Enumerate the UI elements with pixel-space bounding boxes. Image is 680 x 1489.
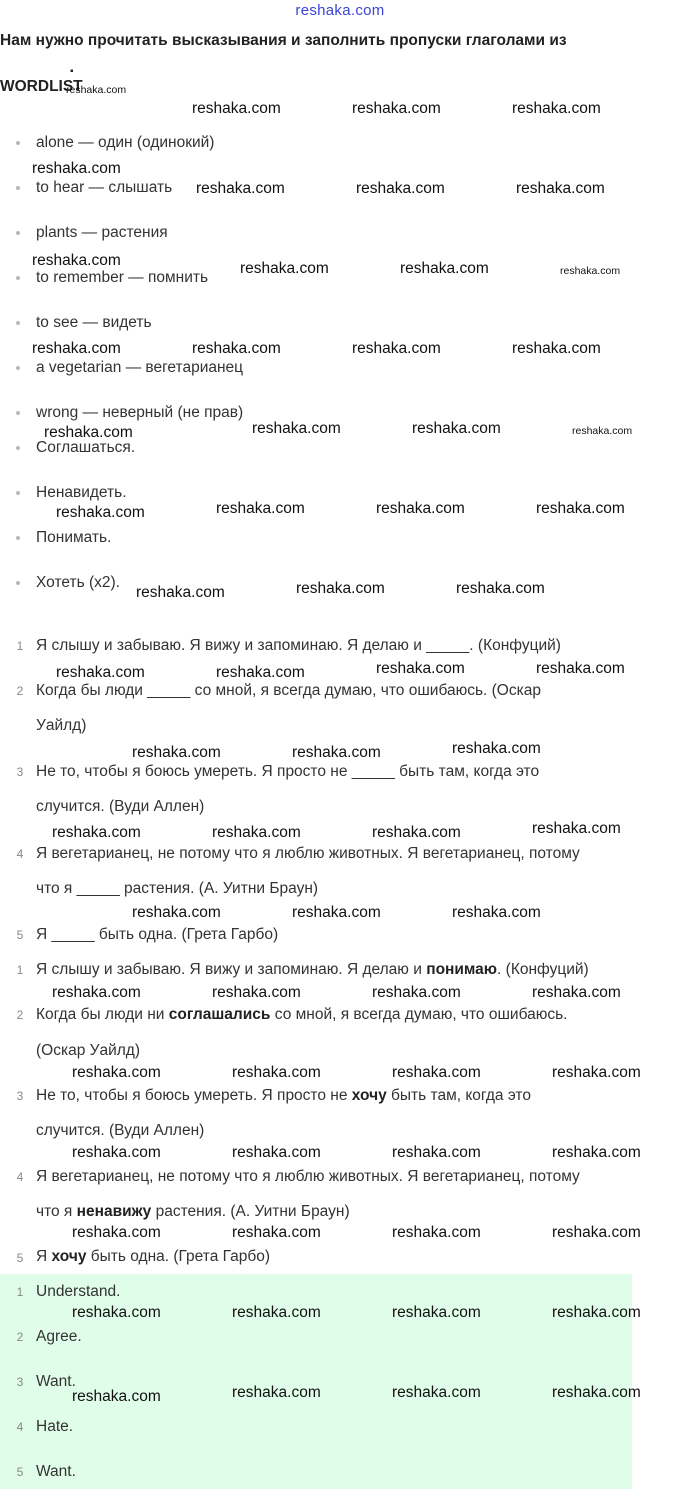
watermark: reshaka.com <box>72 1064 161 1081</box>
item-number: 2 <box>16 684 24 698</box>
watermark: reshaka.com <box>552 1064 641 1081</box>
solution-line: Когда бы люди ни соглашались со мной, я всегда думаю, что ошибаюсь. <box>36 1006 568 1023</box>
wordlist-item: plants — растения <box>36 224 168 241</box>
bullet-icon <box>16 366 20 370</box>
bullet-icon <box>16 276 20 280</box>
item-number: 5 <box>16 928 24 942</box>
watermark: reshaka.com <box>72 1388 161 1405</box>
watermark: reshaka.com <box>216 664 305 681</box>
answer-line: Understand. <box>36 1283 121 1300</box>
watermark: reshaka.com <box>392 1224 481 1241</box>
watermark: reshaka.com <box>376 500 465 517</box>
watermark: reshaka.com <box>72 1144 161 1161</box>
solution-line: что я ненавижу растения. (А. Уитни Браун) <box>36 1203 350 1220</box>
bullet-icon <box>16 231 20 235</box>
wordlist-item: Соглашаться. <box>36 439 136 456</box>
watermark: reshaka.com <box>212 984 301 1001</box>
watermark: reshaka.com <box>72 1304 161 1321</box>
watermark: reshaka.com <box>72 1224 161 1241</box>
item-number: 4 <box>16 1420 24 1434</box>
watermark: reshaka.com <box>292 904 381 921</box>
bullet-icon <box>16 141 20 145</box>
watermark: reshaka.com <box>392 1384 481 1401</box>
solution-line: Я слышу и забываю. Я вижу и запоминаю. Я делаю и понимаю. (Конфуций) <box>36 961 589 978</box>
task-heading: Нам нужно прочитать высказывания и заполнить пропуски глаголами из <box>0 32 567 49</box>
watermark: reshaka.com <box>296 580 385 597</box>
watermark: reshaka.com <box>352 340 441 357</box>
answer-line: Hate. <box>36 1418 74 1435</box>
solution-line: (Оскар Уайлд) <box>36 1042 141 1059</box>
watermark: reshaka.com <box>372 824 461 841</box>
bullet-icon <box>16 411 20 415</box>
watermark: reshaka.com <box>536 660 625 677</box>
bullet-icon <box>16 581 20 585</box>
watermark: reshaka.com <box>512 340 601 357</box>
exercise-line: Не то, чтобы я боюсь умереть. Я просто не _____ быть там, когда это <box>36 763 540 780</box>
item-number: 5 <box>16 1465 24 1479</box>
watermark: reshaka.com <box>252 420 341 437</box>
answer-word: хочу <box>351 1087 387 1104</box>
watermark: reshaka.com <box>552 1144 641 1161</box>
watermark: reshaka.com <box>392 1064 481 1081</box>
task-heading-wordlist: WORDLIST <box>0 78 83 95</box>
solution-line: Не то, чтобы я боюсь умереть. Я просто не хочу быть там, когда это <box>36 1087 531 1104</box>
watermark: reshaka.com <box>516 180 605 197</box>
wordlist-item: Понимать. <box>36 529 112 546</box>
watermark: reshaka.com <box>232 1304 321 1321</box>
answer-word: понимаю <box>426 961 498 978</box>
watermark: reshaka.com <box>232 1384 321 1401</box>
watermark: reshaka.com <box>532 820 621 837</box>
exercise-line: случится. (Вуди Аллен) <box>36 798 205 815</box>
bullet-icon <box>16 446 20 450</box>
watermark: reshaka.com <box>132 904 221 921</box>
watermark: reshaka.com <box>292 744 381 761</box>
watermark: reshaka.com <box>452 740 541 757</box>
answer-word: ненавижу <box>76 1203 152 1220</box>
watermark: reshaka.com <box>560 265 621 277</box>
answer-line: Want. <box>36 1463 76 1480</box>
solution-line: Я вегетарианец, не потому что я люблю животных. Я вегетарианец, потому <box>36 1168 580 1185</box>
watermark: reshaka.com <box>572 425 633 437</box>
watermark: reshaka.com <box>32 252 121 269</box>
watermark: reshaka.com <box>52 824 141 841</box>
watermark: reshaka.com <box>196 180 285 197</box>
item-number: 5 <box>16 1251 24 1265</box>
watermark: reshaka.com <box>32 340 121 357</box>
exercise-line: Я слышу и забываю. Я вижу и запоминаю. Я делаю и _____. (Конфуций) <box>36 637 561 654</box>
exercise-line: Я _____ быть одна. (Грета Гарбо) <box>36 926 279 943</box>
watermark: reshaka.com <box>232 1224 321 1241</box>
watermark: reshaka.com <box>392 1144 481 1161</box>
wordlist-item: Ненавидеть. <box>36 484 127 501</box>
wordlist-item: a vegetarian — вегетарианец <box>36 359 244 376</box>
exercise-line: Я вегетарианец, не потому что я люблю животных. Я вегетарианец, потому <box>36 845 580 862</box>
answer-word: хочу <box>51 1248 87 1265</box>
exercise-line: что я _____ растения. (А. Уитни Браун) <box>36 880 319 897</box>
watermark: reshaka.com <box>32 160 121 177</box>
watermark: reshaka.com <box>512 100 601 117</box>
heading-dot: ▪ <box>70 66 74 77</box>
wordlist-item: to remember — помнить <box>36 269 209 286</box>
bullet-icon <box>16 186 20 190</box>
watermark: reshaka.com <box>232 1064 321 1081</box>
exercise-line: Когда бы люди _____ со мной, я всегда думаю, что ошибаюсь. (Оскар <box>36 682 541 699</box>
wordlist-item: alone — один (одинокий) <box>36 134 215 151</box>
watermark: reshaka.com <box>232 1144 321 1161</box>
watermark: reshaka.com <box>376 660 465 677</box>
watermark: reshaka.com <box>66 84 127 96</box>
item-number: 3 <box>16 1089 24 1103</box>
wordlist-item: Хотеть (x2). <box>36 574 120 591</box>
answer-line: Agree. <box>36 1328 82 1345</box>
watermark: reshaka.com <box>552 1384 641 1401</box>
item-number: 1 <box>16 639 24 653</box>
watermark: reshaka.com <box>192 340 281 357</box>
watermark: reshaka.com <box>532 984 621 1001</box>
watermark: reshaka.com <box>552 1224 641 1241</box>
watermark: reshaka.com <box>56 504 145 521</box>
item-number: 4 <box>16 847 24 861</box>
watermark: reshaka.com <box>192 100 281 117</box>
answer-line: Want. <box>36 1373 76 1390</box>
watermark: reshaka.com <box>452 904 541 921</box>
watermark: reshaka.com <box>456 580 545 597</box>
watermark: reshaka.com <box>212 824 301 841</box>
top-watermark: reshaka.com <box>295 2 385 19</box>
solution-line: Я хочу быть одна. (Грета Гарбо) <box>36 1248 271 1265</box>
watermark: reshaka.com <box>392 1304 481 1321</box>
wordlist-item: wrong — неверный (не прав) <box>36 404 244 421</box>
item-number: 2 <box>16 1008 24 1022</box>
watermark: reshaka.com <box>412 420 501 437</box>
watermark: reshaka.com <box>136 584 225 601</box>
watermark: reshaka.com <box>372 984 461 1001</box>
solution-line: случится. (Вуди Аллен) <box>36 1122 205 1139</box>
wordlist-item: to hear — слышать <box>36 179 173 196</box>
answer-word: соглашались <box>168 1006 271 1023</box>
item-number: 3 <box>16 765 24 779</box>
watermark: reshaka.com <box>132 744 221 761</box>
bullet-icon <box>16 536 20 540</box>
item-number: 1 <box>16 963 24 977</box>
watermark: reshaka.com <box>400 260 489 277</box>
exercise-line: Уайлд) <box>36 717 87 734</box>
watermark: reshaka.com <box>56 664 145 681</box>
watermark: reshaka.com <box>552 1304 641 1321</box>
bullet-icon <box>16 321 20 325</box>
watermark: reshaka.com <box>52 984 141 1001</box>
item-number: 3 <box>16 1375 24 1389</box>
watermark: reshaka.com <box>44 424 133 441</box>
item-number: 2 <box>16 1330 24 1344</box>
watermark: reshaka.com <box>240 260 329 277</box>
item-number: 4 <box>16 1170 24 1184</box>
watermark: reshaka.com <box>536 500 625 517</box>
item-number: 1 <box>16 1285 24 1299</box>
bullet-icon <box>16 491 20 495</box>
watermark: reshaka.com <box>356 180 445 197</box>
watermark: reshaka.com <box>216 500 305 517</box>
watermark: reshaka.com <box>352 100 441 117</box>
wordlist-item: to see — видеть <box>36 314 152 331</box>
